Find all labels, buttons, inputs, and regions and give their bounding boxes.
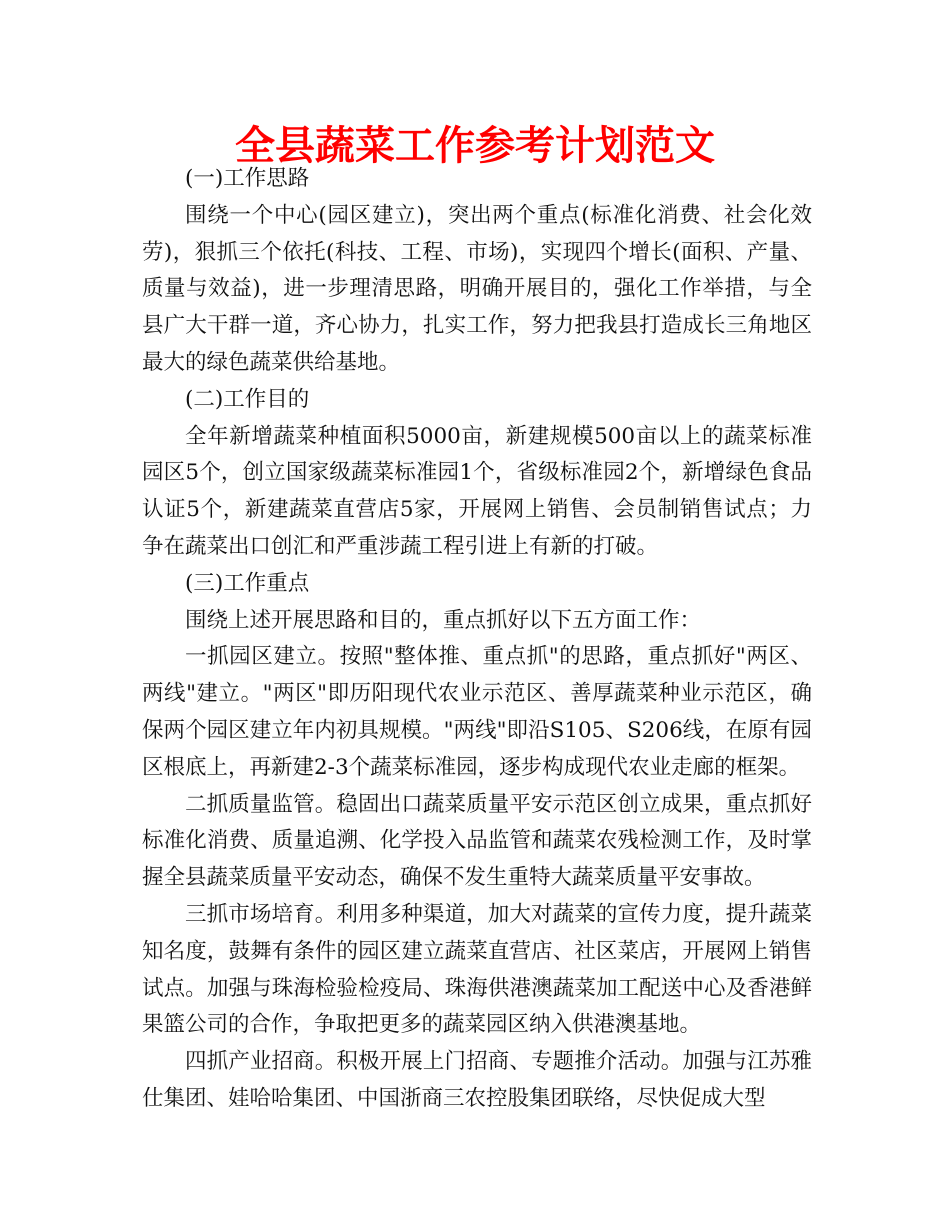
- paragraph-work-focus-intro: 围绕上述开展思路和目的，重点抓好以下五方面工作：: [185, 607, 702, 633]
- section-heading-work-approach: (一)工作思路: [185, 166, 310, 191]
- section-heading-work-focus: (三)工作重点: [185, 570, 310, 596]
- paragraph-quality-supervision: 二抓质量监管。稳固出口蔬菜质量平安示范区创立成果，重点抓好标准化消费、质量追溯、化学投入品监管和蔬菜农残检测工作，及时掌握全县蔬菜质量平安动态，确保不发生重特大蔬菜质量平安事故。: [142, 791, 812, 891]
- paragraph-work-goals: 全年新增蔬菜种植面积5000亩，新建规模500亩以上的蔬菜标准园区5个，创立国家级蔬菜标准园1个，省级标准园2个，新增绿色食品认证5个，新建蔬菜直营店5家，开展网上销售、会员制销售试点；力争在蔬菜出口创汇和严重涉蔬工程引进上有新的打破。: [142, 423, 812, 559]
- document-body: [142, 161, 812, 1118]
- document-title: 全县蔬菜工作参考计划范文: [235, 123, 715, 169]
- paragraph-work-approach: 围绕一个中心(园区建立)，突出两个重点(标准化消费、社会化效劳)，狠抓三个依托(科技、工程、市场)，实现四个增长(面积、产量、质量与效益)，进一步理清思路，明确开展目的，强化工作举措，与全县广大干群一道，齐心协力，扎实工作，努力把我县打造成长三角地区最大的绿色蔬菜供给基地。: [142, 202, 812, 375]
- paragraph-park-construction: 一抓园区建立。按照"整体推、重点抓"的思路，重点抓好"两区、两线"建立。"两区"即历阳现代农业示范区、善厚蔬菜种业示范区，确保两个园区建立年内初具规模。"两线"即沿S105、S206线，在原有园区根底上，再新建2-3个蔬菜标准园，逐步构成现代农业走廊的框架。: [142, 644, 812, 780]
- paragraph-market-cultivation: 三抓市场培育。利用多种渠道，加大对蔬菜的宣传力度，提升蔬菜知名度，鼓舞有条件的园区建立蔬菜直营店、社区菜店，开展网上销售试点。加强与珠海检验检疫局、珠海供港澳蔬菜加工配送中心及香港鲜果篮公司的合作，争取把更多的蔬菜园区纳入供港澳基地。: [142, 901, 812, 1038]
- section-heading-work-goals: (二)工作目的: [185, 386, 310, 412]
- paragraph-industry-investment: 四抓产业招商。积极开展上门招商、专题推介活动。加强与江苏雅仕集团、娃哈哈集团、中国浙商三农控股集团联络，尽快促成大型: [142, 1049, 812, 1111]
